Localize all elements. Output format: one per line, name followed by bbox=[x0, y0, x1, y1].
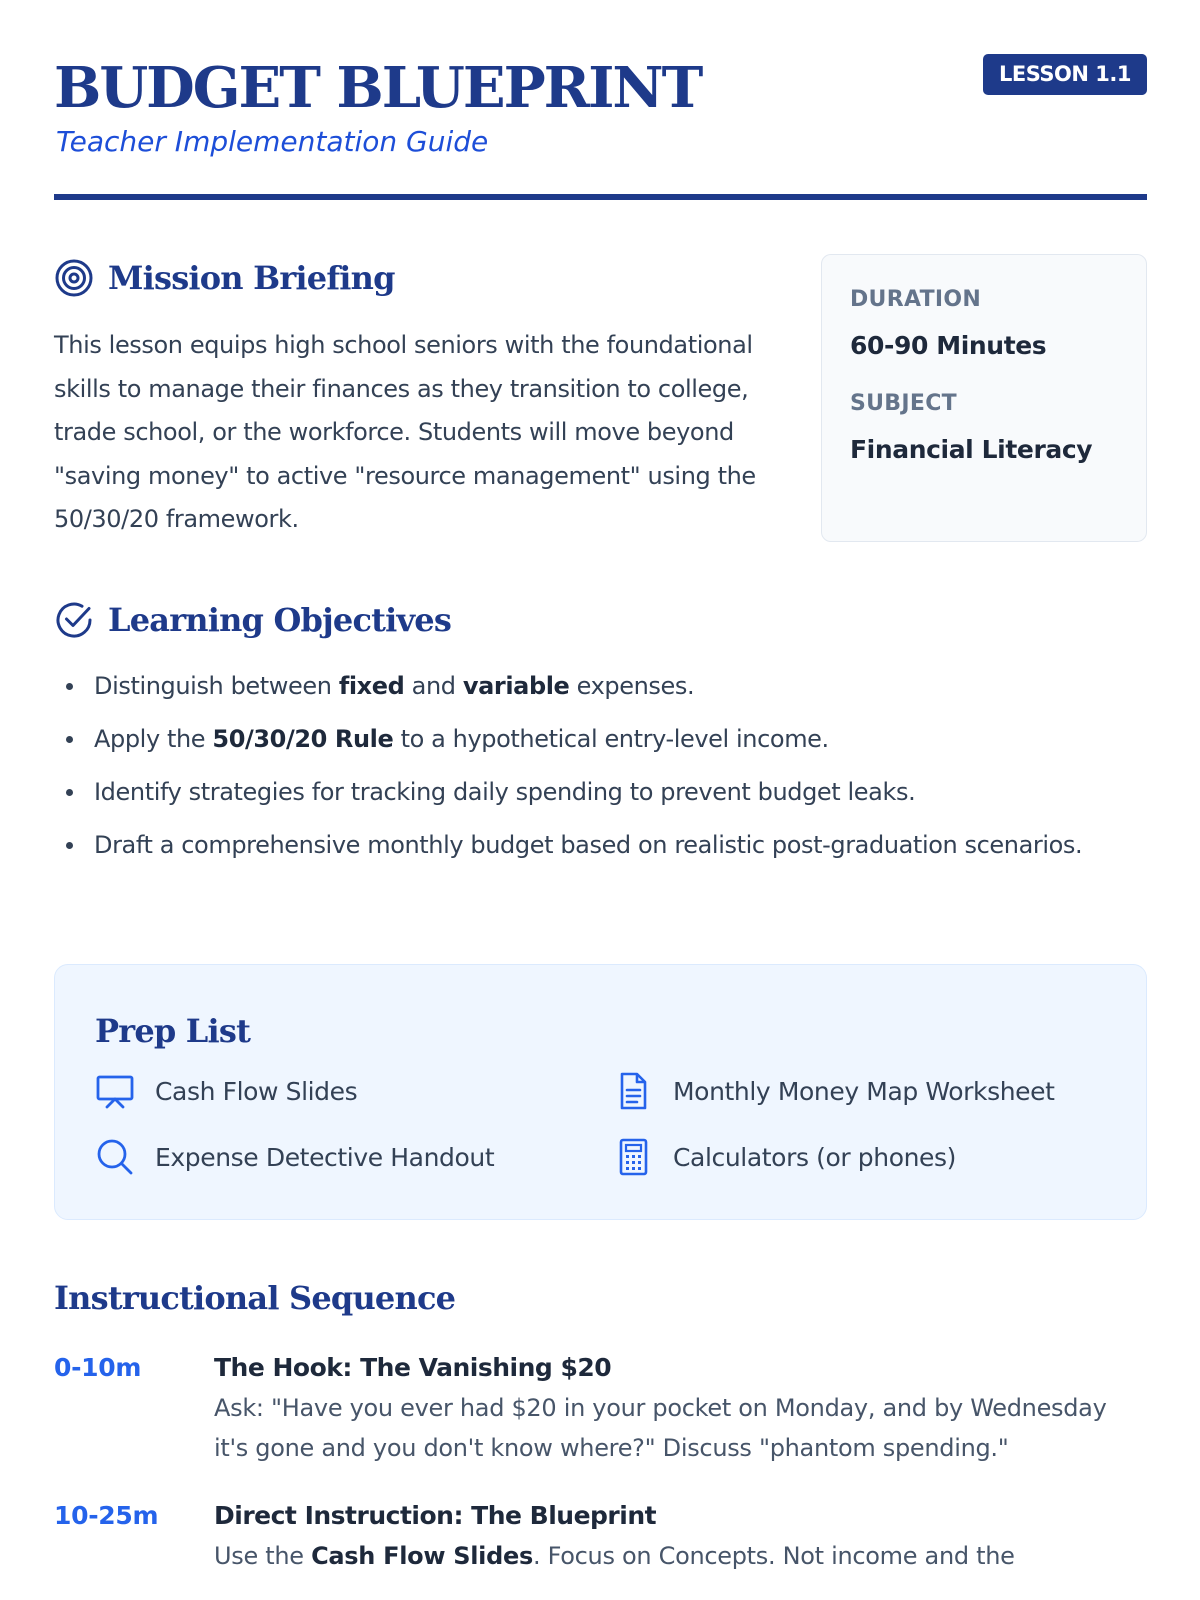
objective-text: Apply the bbox=[94, 725, 213, 753]
objective-text: to a hypothetical entry-level income. bbox=[393, 725, 829, 753]
objectives-list bbox=[54, 666, 1147, 865]
document-icon bbox=[613, 1071, 653, 1111]
duration-label: DURATION bbox=[850, 287, 982, 312]
objective-text: and bbox=[404, 672, 463, 700]
step-desc-text: Use the bbox=[214, 1542, 312, 1570]
prep-grid bbox=[95, 1071, 1106, 1177]
step-title: Direct Instruction: The Blueprint bbox=[214, 1501, 657, 1530]
target-icon bbox=[54, 258, 94, 298]
page-title: BUDGET BLUEPRINT bbox=[54, 55, 702, 121]
prep-heading: Prep List bbox=[95, 1012, 251, 1050]
objective-bold: fixed bbox=[338, 672, 405, 700]
mission-description: This lesson equips high school seniors with the foundational skills to manage their finances as they transition to college, trade school, or the workforce. Students will move beyond "saving money" to active "resource management" using the 50/30/20 framework. bbox=[54, 331, 756, 533]
search-icon bbox=[95, 1137, 135, 1177]
objective-item bbox=[54, 772, 1147, 812]
objectives-heading bbox=[54, 598, 1147, 642]
prep-item-label: Monthly Money Map Worksheet bbox=[673, 1076, 1055, 1106]
prep-item bbox=[613, 1071, 1083, 1111]
sequence-heading: Instructional Sequence bbox=[54, 1279, 456, 1317]
step-desc-text: . Focus on Concepts. Not income and the bbox=[532, 1542, 1015, 1570]
prep-item bbox=[95, 1071, 613, 1111]
objective-item bbox=[54, 666, 1147, 706]
step-description: Ask: "Have you ever had $20 in your pocket on Monday, and by Wednesday it's gone and you don't know where?" Discuss "phantom spending." bbox=[214, 1394, 1107, 1462]
step-description bbox=[214, 1536, 1147, 1576]
prep-item-label: Expense Detective Handout bbox=[155, 1142, 495, 1172]
lesson-page bbox=[54, 0, 1147, 1570]
instructional-sequence-section bbox=[54, 1276, 1147, 1576]
objective-item bbox=[54, 719, 1147, 759]
mission-heading-text: Mission Briefing bbox=[108, 259, 395, 297]
presentation-icon bbox=[95, 1071, 135, 1111]
objective-text: Draft a comprehensive monthly budget based on realistic post-graduation scenarios. bbox=[94, 831, 1083, 859]
mission-heading bbox=[54, 256, 784, 300]
objective-item bbox=[54, 825, 1147, 865]
objective-text: expenses. bbox=[569, 672, 695, 700]
page-subtitle: Teacher Implementation Guide bbox=[56, 125, 489, 158]
prep-item-label: Calculators (or phones) bbox=[673, 1142, 957, 1172]
prep-item-label: Cash Flow Slides bbox=[155, 1076, 358, 1106]
subject-value: Financial Literacy bbox=[850, 435, 1093, 464]
objectives-heading-text: Learning Objectives bbox=[108, 601, 452, 639]
step-time: 0-10m bbox=[54, 1353, 142, 1382]
prep-item bbox=[613, 1137, 1083, 1177]
objective-bold: variable bbox=[462, 672, 570, 700]
prep-item bbox=[95, 1137, 613, 1177]
subject-label: SUBJECT bbox=[850, 391, 957, 416]
duration-value: 60-90 Minutes bbox=[850, 331, 1047, 360]
calculator-icon bbox=[613, 1137, 653, 1177]
objective-text: Identify strategies for tracking daily spending to prevent budget leaks. bbox=[94, 778, 916, 806]
step-desc-bold: Cash Flow Slides bbox=[311, 1542, 533, 1570]
page-header bbox=[54, 0, 1147, 200]
lesson-badge: LESSON 1.1 bbox=[983, 54, 1147, 95]
objective-text: Distinguish between bbox=[94, 672, 339, 700]
check-circle-icon bbox=[54, 600, 94, 640]
learning-objectives-section bbox=[54, 598, 1147, 878]
sequence-step bbox=[54, 1498, 1147, 1576]
sequence-step bbox=[54, 1350, 1147, 1468]
prep-list-section bbox=[54, 964, 1147, 1220]
objective-bold: 50/30/20 Rule bbox=[212, 725, 394, 753]
step-time: 10-25m bbox=[54, 1501, 159, 1530]
lesson-meta-card bbox=[821, 254, 1147, 542]
header-divider bbox=[54, 194, 1147, 200]
mission-briefing-section bbox=[54, 256, 784, 542]
step-title: The Hook: The Vanishing $20 bbox=[214, 1353, 612, 1382]
